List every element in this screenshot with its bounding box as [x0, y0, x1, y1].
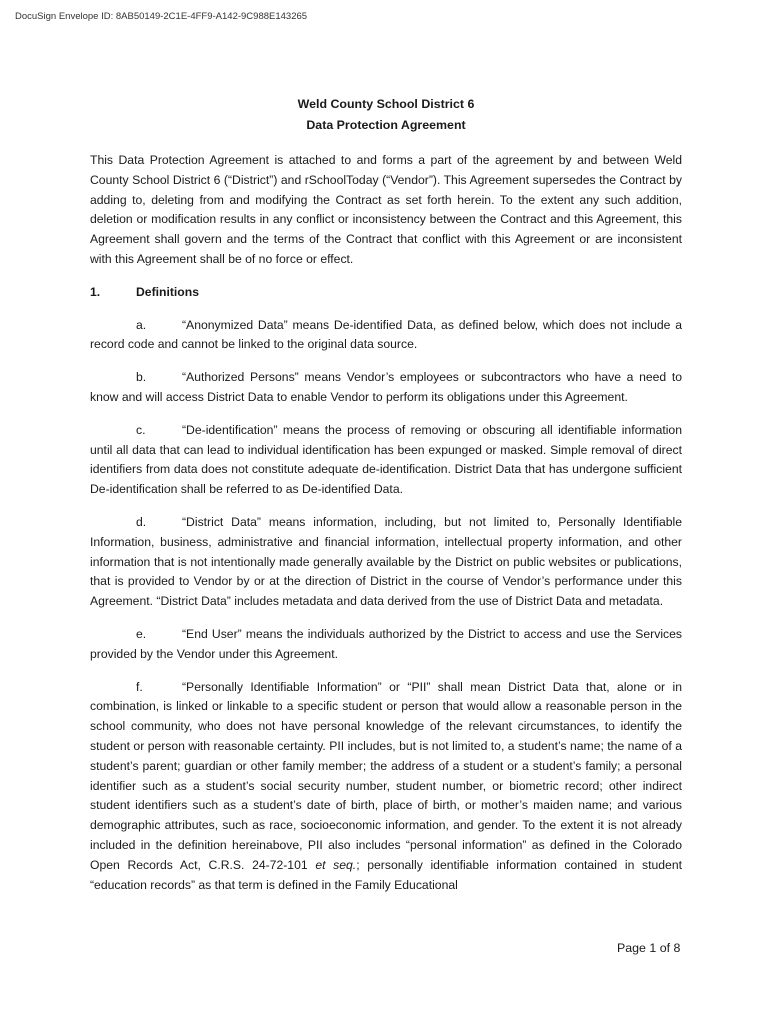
definition-end-user [90, 625, 682, 665]
definition-anonymized-data [90, 316, 682, 356]
definition-text: “Anonymized Data” means De-identified Data, as defined below, which does not include a record code and cannot be linked to the original data source. [90, 317, 682, 352]
definition-district-data [90, 513, 682, 612]
document-page [90, 94, 682, 895]
page-number: Page 1 of 8 [617, 941, 681, 955]
document-title-block [90, 94, 682, 136]
definition-italic-et-seq: et seq. [315, 857, 357, 872]
section-heading-definitions [90, 283, 682, 303]
definition-letter: d. [136, 514, 147, 529]
definition-text: “Authorized Persons” means Vendor’s employees or subcontractors who have a need to know and will access District Data to enable Vendor to perform its obligations under this Agreement. [90, 370, 682, 404]
intro-paragraph: This Data Protection Agreement is attached to and forms a part of the agreement by and between Weld County School District 6 (“District”) and rSchoolToday (“Vendor”). This Agreement supersedes the Contract by adding to, deleting from and modifying the Contract as set forth herein. To the extent any such addition, deletion or modification results in any conflict or inconsistency between the Contract and this Agreement, this Agreement shall govern and the terms of the Contract that conflict with this Agreement or are inconsistent with this Agreement shall be of no force or effect. [90, 153, 682, 266]
document-title-district: Weld County School District 6 [297, 97, 475, 111]
definition-letter: b. [136, 370, 147, 385]
definition-text: “District Data” means information, including, but not limited to, Personally Identifiable Information, business, administrative and financial information, intellectual property information, and other information that is not intentionally made generally available by the District on public websites or publications, that is provided to Vendor by or at the direction of District in the course of Vendor’s performance under this Agreement. “District Data” includes metadata and data derived from the use of District Data and metadata. [90, 514, 682, 609]
definition-letter: e. [136, 626, 147, 641]
docusign-envelope-id: DocuSign Envelope ID: 8AB50149-2C1E-4FF9-A142-9C988E143265 [15, 11, 308, 22]
definition-authorized-persons [90, 368, 682, 408]
definition-text: “End User” means the individuals authorized by the District to access and use the Services provided by the Vendor under this Agreement. [90, 626, 682, 661]
definition-text: “Personally Identifiable Information” or “PII” shall mean District Data that, alone or in combination, is linked or linkable to a specific student or person that would allow a reasonable person in the school community, who does not have personal knowledge of the relevant circumstances, to identify the student or person with reasonable certainty. PII includes, but is not limited to, a student’s name; the name of a student’s parent; guardian or other family member; the address of a student or a student’s family; a personal identifier such as a student’s social security number, student number, or biometric record; other indirect student identifiers such as a student’s date of birth, place of birth, or mother’s maiden name; and various demographic attributes, such as race, socioeconomic information, and gender. To the extent it is not already included in the definition hereinabove, PII also includes “personal information” as defined in the Colorado Open Records Act, C.R.S. 24-72-101 [90, 679, 682, 872]
section-title: Definitions [136, 284, 199, 299]
definition-letter: f. [136, 679, 143, 694]
definition-text-continued: ; personally identifiable information contained in student “education records” as that term is defined in the Family Educational [90, 857, 683, 892]
definition-letter: a. [136, 317, 147, 332]
definition-text: “De-identification” means the process of removing or obscuring all identifiable information until all data that can lead to individual identification has been expunged or masked. Simple removal of direct identifiers from data does not constitute adequate de-identification. District Data that has undergone sufficient De-identification shall be referred to as De-identified Data. [90, 422, 682, 497]
definition-de-identification [90, 421, 682, 500]
definition-pii [90, 678, 682, 896]
document-title-agreement: Data Protection Agreement [306, 118, 466, 132]
definition-letter: c. [136, 422, 146, 437]
section-number: 1. [90, 284, 101, 299]
